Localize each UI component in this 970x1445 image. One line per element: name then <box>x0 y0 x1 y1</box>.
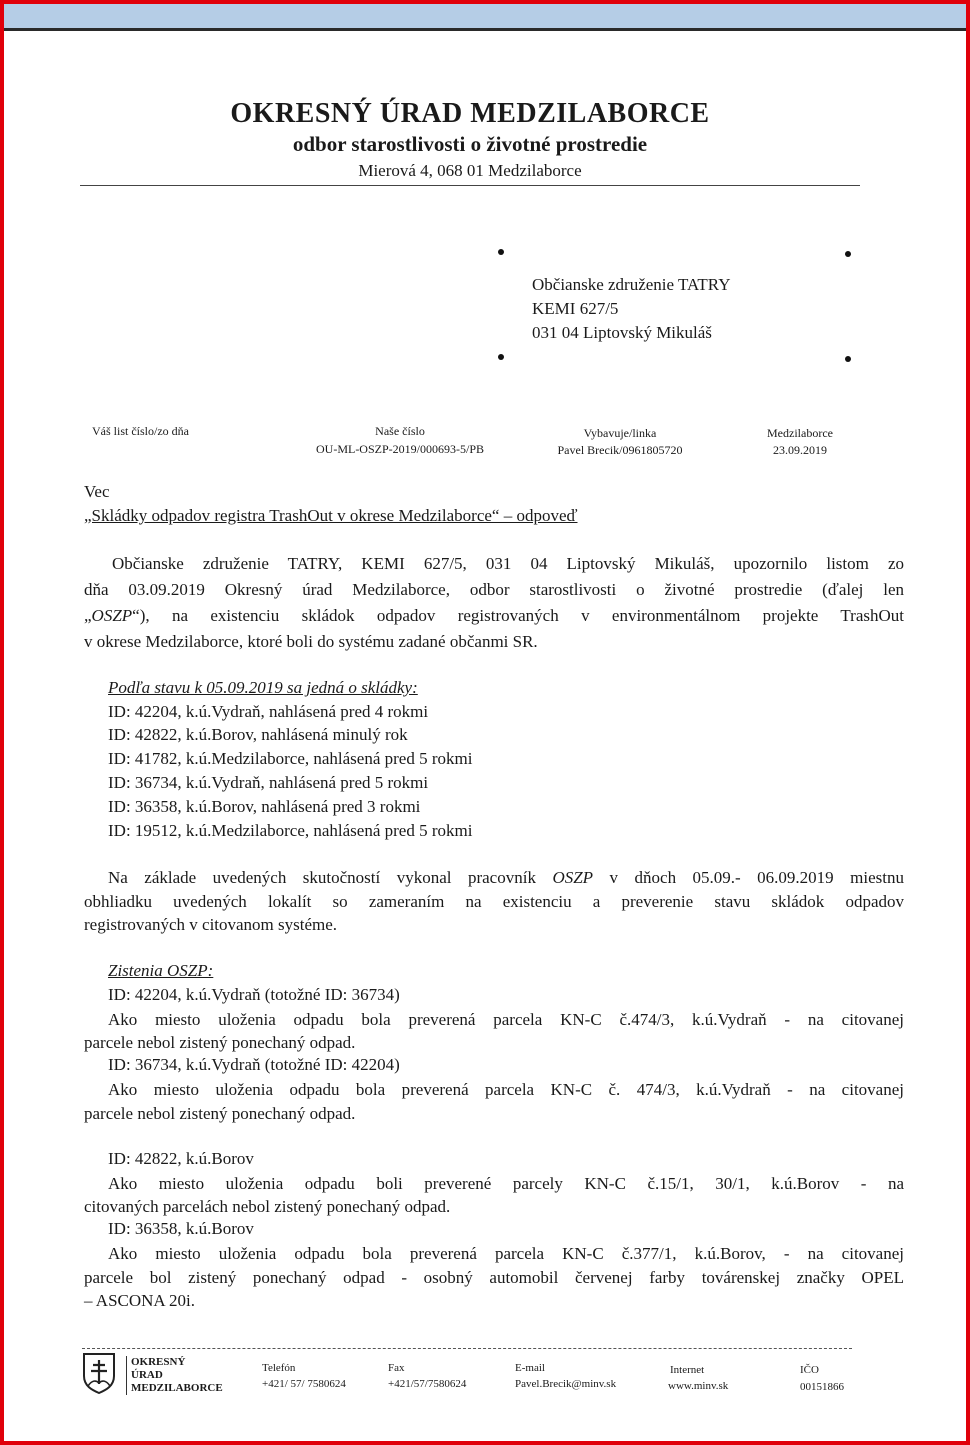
intro-line: Občianske združenie TATRY, KEMI 627/5, 031 04 Liptovský Mikuláš, upozornilo listom zo <box>112 554 904 573</box>
finding-line: Ako miesto uloženia odpadu bola preverená parcela KN-C č. 474/3, k.ú.Vydraň - na citovanej <box>108 1080 904 1099</box>
landfill-item: ID: 19512, k.ú.Medzilaborce, nahlásená pred 5 rokmi <box>108 821 473 840</box>
finding-line: citovaných parcelách nebol zistený ponechaný odpad. <box>84 1197 451 1216</box>
intro-line: „OSZP“), na existenciu skládok odpadov registrovaných v environmentálnom projekte TrashOut <box>84 606 904 625</box>
address-corner-dot <box>498 354 504 360</box>
findings-heading: Zistenia OSZP: <box>108 961 214 980</box>
finding-line: parcele nebol zistený ponechaný odpad. <box>84 1033 356 1052</box>
office-title: OKRESNÝ ÚRAD MEDZILABORCE <box>230 98 710 129</box>
handler-value: Pavel Brecik/0961805720 <box>557 443 683 457</box>
finding-line: Ako miesto uloženia odpadu bola preverená parcela KN-C č.474/3, k.ú.Vydraň - na citovanej <box>108 1010 904 1029</box>
intro-line: dňa 03.09.2019 Okresný úrad Medzilaborce, odbor starostlivosti o životné prostredie (ďalej len <box>84 580 904 599</box>
footer-divider <box>82 1348 852 1349</box>
office-logo-text: OKRESNÝ ÚRAD MEDZILABORCE <box>126 1356 223 1395</box>
finding-line: parcele bol zistený ponechaný odpad - osobný automobil červenej farby továrenskej značky OPEL <box>84 1268 904 1287</box>
intro-line: v okrese Medzilaborce, ktoré boli do systému zadané občanmi SR. <box>84 632 538 651</box>
department-name: odbor starostlivosti o životné prostredie <box>292 132 648 156</box>
handler-label: Vybavuje/linka <box>583 426 657 440</box>
landfill-item: ID: 42204, k.ú.Vydraň, nahlásená pred 4 rokmi <box>108 702 429 721</box>
address-corner-dot <box>845 251 851 257</box>
email-label: E-mail <box>515 1362 545 1374</box>
ico-value: 00151866 <box>800 1381 844 1393</box>
landfill-item: ID: 36734, k.ú.Vydraň, nahlásená pred 5 rokmi <box>108 773 429 792</box>
fax-label: Fax <box>388 1362 405 1374</box>
inspection-line: registrovaných v citovanom systéme. <box>84 915 338 934</box>
inspection-line: obhliadku uvedených lokalít so zameraním na existenciu a preverenie stavu skládok odpadov <box>84 892 904 911</box>
address-corner-dot <box>845 356 851 362</box>
address-corner-dot <box>498 249 504 255</box>
fax-value: +421/57/7580624 <box>388 1378 467 1390</box>
phone-value: +421/ 57/ 7580624 <box>262 1378 346 1390</box>
landfill-item: ID: 36358, k.ú.Borov, nahlásená pred 3 rokmi <box>108 797 421 816</box>
finding-id: ID: 36734, k.ú.Vydraň (totožné ID: 42204) <box>108 1055 400 1074</box>
recipient-city: 031 04 Liptovský Mikuláš <box>532 323 712 342</box>
finding-line: Ako miesto uloženia odpadu boli preverené parcely KN-C č.15/1, 30/1, k.ú.Borov - na <box>108 1174 904 1193</box>
web-value: www.minv.sk <box>668 1380 729 1392</box>
finding-line: – ASCONA 20i. <box>84 1291 195 1310</box>
recipient-name: Občianske združenie TATRY <box>532 275 731 294</box>
office-address: Mierová 4, 068 01 Medzilaborce <box>358 161 582 180</box>
coat-of-arms-icon <box>82 1352 116 1394</box>
finding-id: ID: 36358, k.ú.Borov <box>108 1219 254 1238</box>
ico-label: IČO <box>800 1364 819 1376</box>
landfill-item: ID: 41782, k.ú.Medzilaborce, nahlásená pred 5 rokmi <box>108 749 473 768</box>
finding-id: ID: 42204, k.ú.Vydraň (totožné ID: 36734) <box>108 985 400 1004</box>
top-bar <box>4 4 966 31</box>
your-letter-label: Váš list číslo/zo dňa <box>92 424 189 438</box>
landfill-item: ID: 42822, k.ú.Borov, nahlásená minulý rok <box>108 725 408 744</box>
finding-line: Ako miesto uloženia odpadu bola preverená parcela KN-C č.377/1, k.ú.Borov, - na citovanej <box>108 1244 904 1263</box>
our-number-value: OU-ML-OSZP-2019/000693-5/PB <box>315 442 484 456</box>
place-label: Medzilaborce <box>767 426 833 440</box>
recipient-street: KEMI 627/5 <box>532 299 619 318</box>
subject-text: „Skládky odpadov registra TrashOut v okrese Medzilaborce“ – odpoveď <box>84 506 578 525</box>
our-number-label: Naše číslo <box>375 424 425 438</box>
subject-label: Vec <box>84 482 110 501</box>
letter-date: 23.09.2019 <box>773 443 827 457</box>
finding-id: ID: 42822, k.ú.Borov <box>108 1149 254 1168</box>
header-divider <box>80 185 860 186</box>
finding-line: parcele nebol zistený ponechaný odpad. <box>84 1104 356 1123</box>
email-value: Pavel.Brecik@minv.sk <box>515 1378 617 1390</box>
inspection-line: Na základe uvedených skutočností vykonal pracovník OSZP v dňoch 05.09.- 06.09.2019 miestnu <box>108 868 904 887</box>
phone-label: Telefón <box>262 1362 296 1374</box>
state-heading: Podľa stavu k 05.09.2019 sa jedná o skládky: <box>108 678 418 697</box>
web-label: Internet <box>670 1364 705 1376</box>
